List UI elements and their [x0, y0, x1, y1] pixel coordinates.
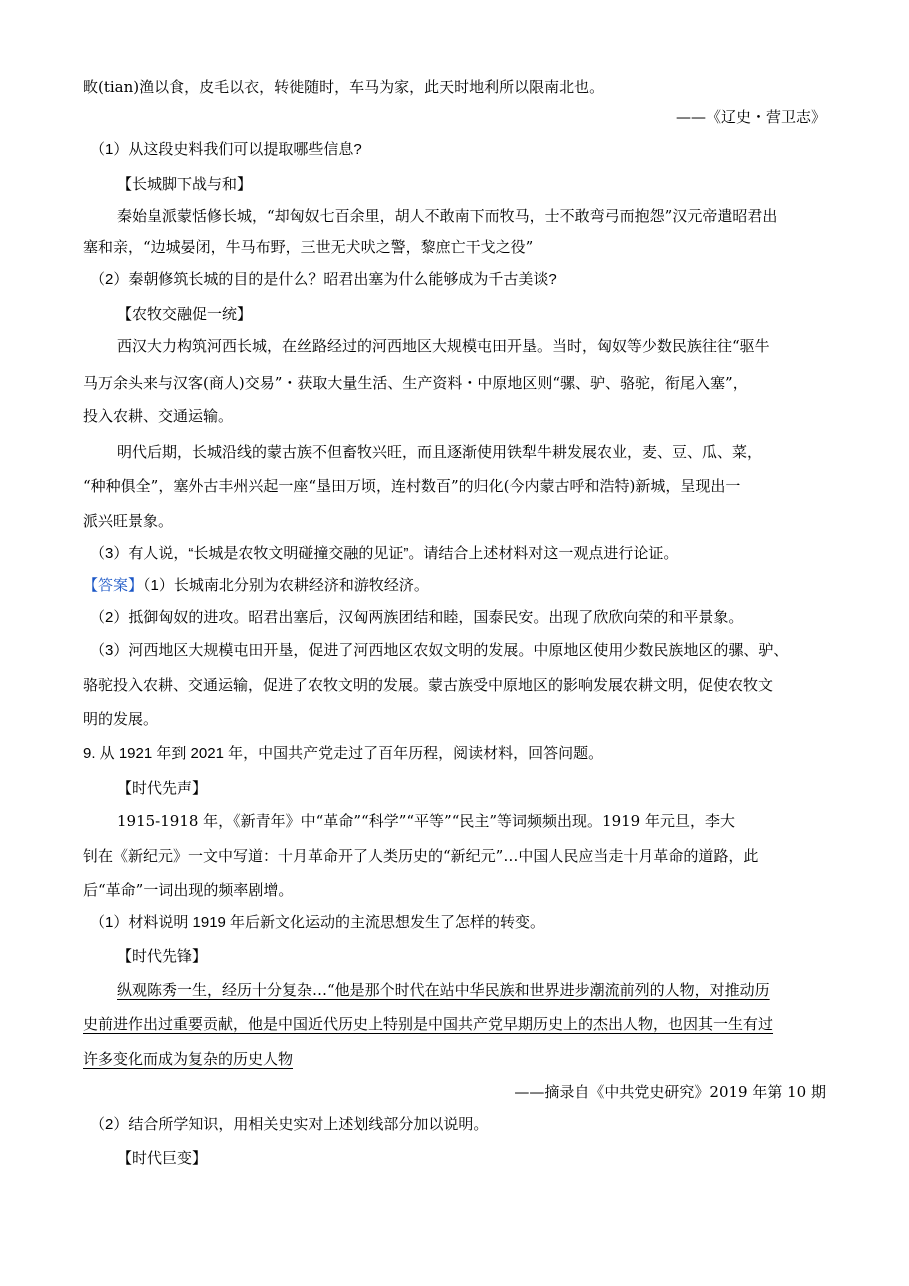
section-heading: 【时代巨变】	[117, 1149, 208, 1167]
section-heading: 【长城脚下战与和】	[117, 175, 253, 193]
source-text-line: 畋(tian)渔以食，皮毛以衣，转徙随时，车马为家，此天时地利所以限南北也。	[83, 78, 605, 96]
question-3: （3）有人说，“长城是农牧文明碰撞交融的见证”。请结合上述材料对这一观点进行论证。	[90, 545, 679, 562]
source-citation: ——《辽史・营卫志》	[675, 108, 826, 126]
underlined-material-line: 许多变化而成为复杂的历史人物	[83, 1050, 294, 1068]
answer-line: （2）抵御匈奴的进攻。昭君出塞后，汉匈两族团结和睦，国泰民安。出现了欣欣向荣的和平景象。	[90, 609, 744, 626]
material-text-line: 派兴旺景象。	[83, 512, 174, 530]
question-9-1: （1）材料说明 1919 年后新文化运动的主流思想发生了怎样的转变。	[90, 914, 546, 931]
underlined-material-line: 纵观陈秀一生，经历十分复杂…“他是那个时代在站中华民族和世界进步潮流前列的人物，对推动历	[117, 981, 770, 999]
answer-line: 骆驼投入农耕、交通运输，促进了农牧文明的发展。蒙古族受中原地区的影响发展农耕文明，促使农牧文	[83, 677, 774, 694]
material-text-line: 投入农耕、交通运输。	[83, 407, 234, 425]
section-heading: 【时代先声】	[117, 779, 208, 797]
material-text-line: 塞和亲，“边城晏闭，牛马布野，三世无犬吠之警，黎庶亡干戈之役”	[83, 238, 534, 256]
answer-line: （3）河西地区大规模屯田开垦，促进了河西地区农奴文明的发展。中原地区使用少数民族地区的骡、驴、	[90, 642, 789, 659]
question-2: （2）秦朝修筑长城的目的是什么？昭君出塞为什么能够成为千古美谈?	[90, 271, 557, 288]
question-1: （1）从这段史料我们可以提取哪些信息?	[90, 141, 362, 158]
question-9-2: （2）结合所学知识，用相关史实对上述划线部分加以说明。	[90, 1116, 489, 1133]
material-text-line: 马万余头来与汉客(商人)交易”・获取大量生活、生产资料・中原地区则“骡、驴、骆驼，衔尾入塞”，	[83, 374, 748, 392]
answer-line: 明的发展。	[83, 711, 159, 728]
material-text-line: 1915-1918 年，《新青年》中“革命”“科学”“平等”“民主”等词频频出现。1919 年元旦，李大	[117, 812, 735, 830]
underlined-material-line: 史前进作出过重要贡献，他是中国近代历史上特别是中国共产党早期历史上的杰出人物，也因其一生有过	[83, 1015, 774, 1033]
section-heading: 【农牧交融促一统】	[117, 305, 253, 323]
material-text-line: 后“革命”一词出现的频率剧增。	[83, 881, 294, 899]
material-text-line: 明代后期，长城沿线的蒙古族不但畜牧兴旺，而且逐渐使用铁犁牛耕发展农业，麦、豆、瓜、菜，	[117, 443, 763, 461]
answer-tag: 【答案】	[83, 577, 144, 594]
material-text-line: “种种俱全”，塞外古丰州兴起一座“垦田万顷，连村数百”的归化(今内蒙古呼和浩特)新城，呈现出一	[83, 477, 741, 495]
material-text-line: 西汉大力构筑河西长城，在丝路经过的河西地区大规模屯田开垦。当时，匈奴等少数民族往往“驱牛	[117, 337, 770, 355]
section-heading: 【时代先锋】	[117, 947, 208, 965]
source-citation: ——摘录自《中共党史研究》2019 年第 10 期	[514, 1083, 826, 1101]
question-9: 9. 从 1921 年到 2021 年，中国共产党走过了百年历程，阅读材料，回答问题。	[83, 745, 604, 762]
material-text-line: 秦始皇派蒙恬修长城，“却匈奴七百余里，胡人不敢南下而牧马，士不敢弯弓而抱怨”汉元帝遣昭君出	[117, 207, 778, 225]
answer-text: （1）长城南北分别为农耕经济和游牧经济。	[143, 577, 429, 594]
answer-line	[83, 575, 429, 597]
material-text-line: 钊在《新纪元》一文中写道：十月革命开了人类历史的“新纪元”…中国人民应当走十月革命的道路，此	[83, 847, 759, 865]
